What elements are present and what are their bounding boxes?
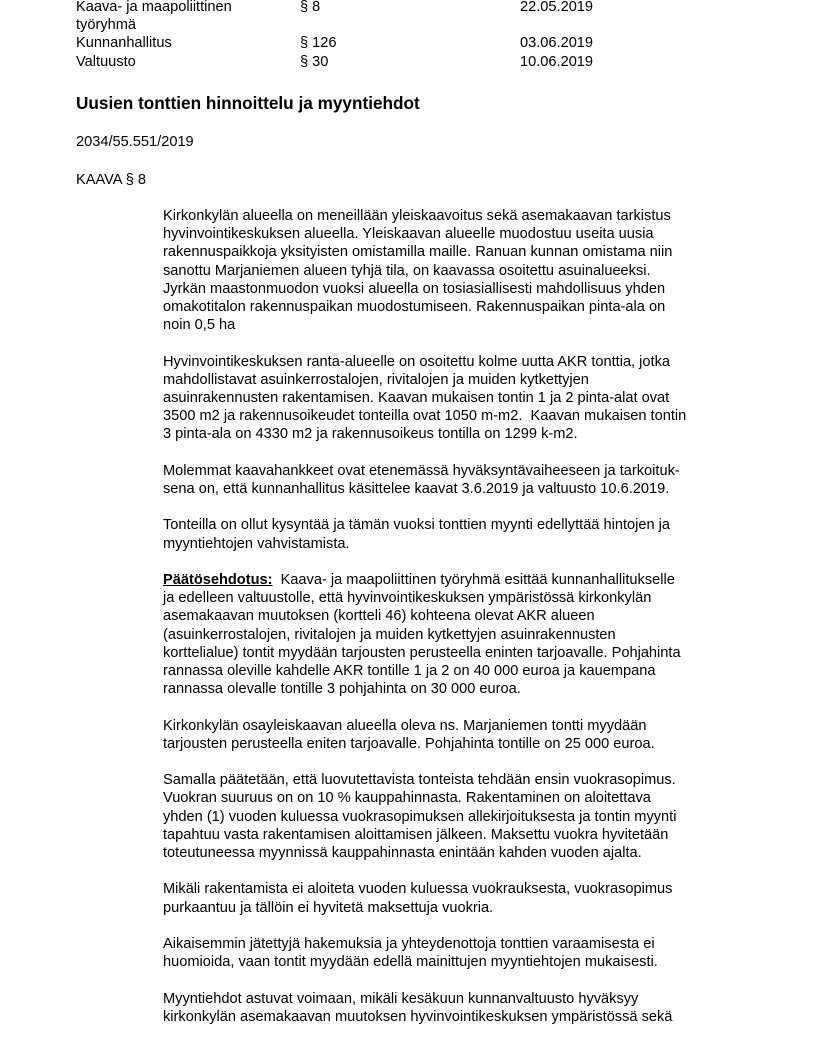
meeting-body — [76, 0, 286, 34]
paragraph-line: tapahtuu vasta rakentamisen aloittamisen jälkeen. Maksettu vuokra hyvitetään — [163, 826, 669, 843]
proposal-label: Päätösehdotus: — [163, 572, 273, 588]
proposal-paragraph — [163, 571, 743, 698]
body-paragraph — [163, 990, 743, 1026]
meeting-section: § 30 — [300, 53, 329, 70]
paragraph-line: 3500 m2 ja rakennusoikeudet tonteilla ovat 1050 m-m2. Kaavan mukaisen tontin — [163, 408, 687, 425]
proposal-first-line-text: Kaava- ja maapoliittinen työryhmä esittää kunnanhallitukselle — [272, 572, 675, 588]
paragraph-line: Hyvinvointikeskuksen ranta-alueelle on osoitettu kolme uutta AKR tonttia, jotka — [163, 353, 671, 370]
body-paragraph — [163, 207, 743, 334]
proposal-line: (asuinkerrostalojen, rivitalojen ja muiden kytkettyjen asuinrakennusten — [163, 626, 616, 643]
paragraph-line: toteutuneessa myynnissä kauppahinnasta enintään kahden vuoden ajalta. — [163, 845, 642, 862]
meeting-body-line: Kaava- ja maapoliittinen — [76, 0, 232, 15]
document-body — [163, 207, 743, 1044]
body-paragraph — [163, 880, 743, 916]
body-paragraph — [163, 935, 743, 971]
paragraphs-before-proposal — [163, 207, 743, 553]
paragraph-line: Molemmat kaavahankkeet ovat etenemässä hyväksyntävaiheeseen ja tarkoituk- — [163, 462, 680, 479]
paragraph-line: asuinrakennusten rakentamisen. Kaavan mukaisen tontin 1 ja 2 pinta-alat ovat — [163, 390, 670, 407]
meeting-date: 03.06.2019 — [520, 35, 594, 52]
paragraph-line: 3 pinta-ala on 4330 m2 ja rakennusoikeus tontilla on 1299 k-m2. — [163, 426, 578, 443]
paragraph-line: yhden (1) vuoden kuluessa vuokrasopimuksen allekirjoituksesta ja tontin myynti — [163, 808, 677, 825]
paragraph-line: huomioida, vaan tontit myydään edellä mainittujen myyntiehtojen mukaisesti. — [163, 954, 658, 971]
meeting-body: Valtuusto — [76, 53, 136, 70]
paragraph-line: hyvinvointikeskuksen alueella. Yleiskaavan alueelle muodostuu useita uusia — [163, 226, 654, 243]
paragraph-line: Myyntiehdot astuvat voimaan, mikäli kesäkuun kunnanvaltuusto hyväksyy — [163, 990, 639, 1007]
paragraph-line: Mikäli rakentamista ei aloiteta vuoden kuluessa vuokrauksesta, vuokrasopimus — [163, 881, 673, 898]
proposal-line: korttelialue) tontit myydään tarjousten perusteella eninten tarjoavalle. Pohjahinta — [163, 644, 681, 661]
proposal-line: ja edelleen valtuustolle, että hyvinvointikeskuksen ympäristössä kirkonkylän — [163, 590, 652, 607]
paragraph-line: Samalla päätetään, että luovutettavista tonteista tehdään ensin vuokrasopimus. — [163, 772, 676, 789]
paragraph-line: mahdollistavat asuinkerrostalojen, rivitalojen ja muiden kytkettyjen — [163, 371, 589, 388]
body-paragraph — [163, 717, 743, 753]
meeting-section: § 126 — [300, 35, 337, 52]
paragraph-line: kirkonkylän asemakaavan muutoksen hyvinvointikeskuksen ympäristössä sekä — [163, 1008, 673, 1025]
paragraph-line: myyntiehtojen vahvistamista. — [163, 535, 350, 552]
meeting-date: 10.06.2019 — [520, 53, 594, 70]
paragraph-line: rakennuspaikkoja yksityisten omistamilla maille. Ranuan kunnan omistama niin — [163, 244, 673, 261]
paragraphs-after-proposal — [163, 717, 743, 1026]
body-paragraph — [163, 771, 743, 862]
meeting-row — [76, 34, 736, 52]
proposal-lines — [163, 589, 743, 698]
paragraph-line: Tonteilla on ollut kysyntää ja tämän vuoksi tonttien myynti edellyttää hintojen ja — [163, 517, 671, 534]
paragraph-line: Aikaisemmin jätettyjä hakemuksia ja yhteydenottoja tonttien varaamisesta ei — [163, 936, 655, 952]
proposal-line: rannassa oleville kahdelle AKR tontille 1 ja 2 on 40 000 euroa ja kauempana — [163, 663, 656, 680]
paragraph-line: Kirkonkylän osayleiskaavan alueella oleva ns. Marjaniemen tontti myydään — [163, 717, 647, 734]
section-heading: KAAVA § 8 — [76, 172, 147, 188]
meeting-body: Kunnanhallitus — [76, 35, 172, 52]
proposal-line: asemakaavan muutoksen (kortteli 46) kohteena olevat AKR alueen — [163, 608, 595, 625]
meeting-date: 22.05.2019 — [520, 0, 594, 15]
body-paragraph — [163, 516, 743, 552]
paragraph-line: sanottu Marjaniemen alueen tyhjä tila, on kaavassa osoitettu asuinalueeksi. — [163, 262, 651, 279]
paragraph-line: purkaantuu ja tällöin ei hyvitetä maksettuja vuokria. — [163, 899, 494, 916]
proposal-line: rannassa olevalle tontille 3 pohjahinta on 30 000 euroa. — [163, 681, 521, 698]
paragraph-line: noin 0,5 ha — [163, 317, 236, 334]
body-paragraph — [163, 353, 743, 444]
meeting-section: § 8 — [300, 0, 321, 15]
paragraph-line: Jyrkän maastonmuodon vuoksi alueella on tosiasiallisesti mahdollisuus yhden — [163, 280, 666, 297]
document-number: 2034/55.551/2019 — [76, 134, 194, 150]
meeting-history-table — [76, 0, 736, 71]
document-title: Uusien tonttien hinnoittelu ja myyntiehdot — [76, 93, 420, 113]
body-paragraph — [163, 462, 743, 498]
paragraph-line: omakotitalon rakennuspaikan muodostumiseen. Rakennuspaikan pinta-ala on — [163, 299, 666, 316]
meeting-row — [76, 0, 736, 34]
proposal-first-line — [163, 571, 743, 589]
meeting-row — [76, 53, 736, 71]
paragraph-line: sena on, että kunnanhallitus käsittelee kaavat 3.6.2019 ja valtuusto 10.6.2019. — [163, 481, 670, 498]
paragraph-line: Kirkonkylän alueella on meneillään yleiskaavoitus sekä asemakaavan tarkistus — [163, 208, 671, 224]
paragraph-line: Vuokran suuruus on on 10 % kauppahinnasta. Rakentaminen on aloitettava — [163, 790, 651, 807]
paragraph-line: tarjousten perusteella eniten tarjoavalle. Pohjahinta tontille on 25 000 euroa. — [163, 735, 655, 752]
meeting-body-line: työryhmä — [76, 17, 137, 34]
